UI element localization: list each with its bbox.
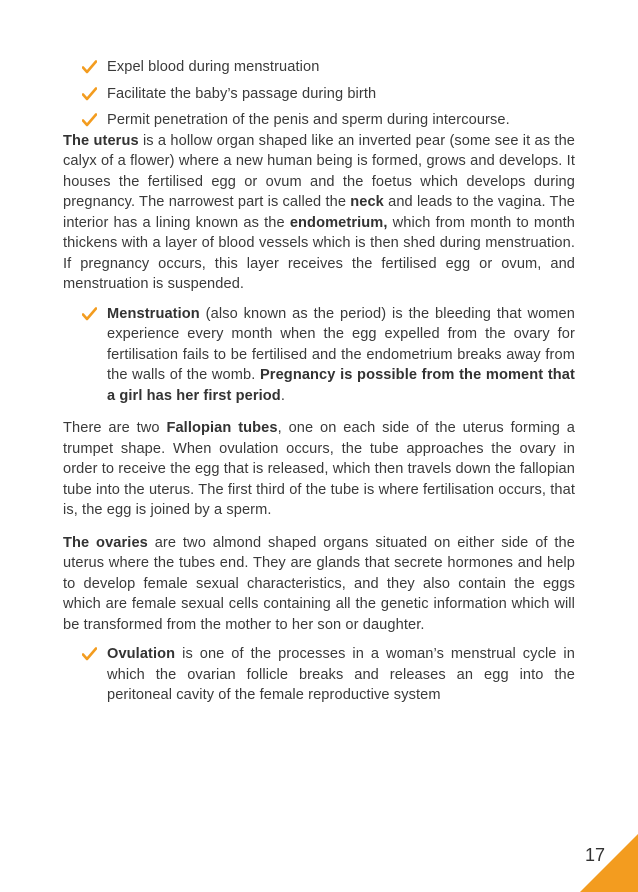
term-menstruation: Menstruation bbox=[107, 305, 200, 322]
list-item-text: Facilitate the baby’s passage during birth bbox=[107, 85, 377, 102]
uterus-paragraph bbox=[63, 131, 575, 295]
term-ovulation: Ovulation bbox=[107, 646, 176, 662]
term-fallopian-tubes: Fallopian tubes bbox=[166, 420, 278, 436]
menstruation-item bbox=[63, 304, 575, 407]
list-item bbox=[63, 110, 575, 131]
paragraph-text: , one on each side of the uterus forming a trumpet shape. When ovulation occurs, the tube approaches the ovary in order to receive the egg that is released, which then travels down the fallopian tube into the uterus. The first third of the tube is where fertilisation occurs, that is, the egg is joined by a sperm. bbox=[63, 420, 575, 518]
paragraph-text: is one of the processes in a woman’s menstrual cycle in which the ovarian follicle breaks and releases an egg into the peritoneal cavity of the female reproductive system bbox=[107, 646, 575, 703]
paragraph-text: There are two bbox=[63, 420, 167, 436]
paragraph-text: are two almond shaped organs situated on either side of the uterus where the tubes end. They are glands that secrete hormones and help to develop female sexual characteristics, and they also contain the eggs which are female sexual cells containing all the genetic information which will be transformed from the mother to her son or daughter. bbox=[63, 534, 575, 633]
ovaries-paragraph bbox=[63, 533, 575, 636]
fallopian-paragraph bbox=[63, 418, 575, 521]
checkmark-icon bbox=[82, 647, 97, 661]
paragraph-text: and leads to the vagina. The interior has a lining known as the bbox=[63, 194, 575, 231]
term-uterus: The uterus bbox=[63, 132, 139, 149]
ovulation-item bbox=[63, 644, 575, 706]
term-endometrium: endometrium, bbox=[289, 214, 388, 231]
term-neck: neck bbox=[350, 194, 384, 210]
checkmark-icon bbox=[82, 87, 97, 101]
checkmark-icon bbox=[82, 113, 97, 127]
checkmark-icon bbox=[82, 60, 97, 74]
paragraph-text: is a hollow organ shaped like an inverted pear (some see it as the calyx of a flower) where a new human being is formed, grows and develops. It houses the fertilised egg or ovum and the foetus which develops during pregnancy. The narrowest part is called the bbox=[63, 132, 575, 210]
list-item bbox=[63, 57, 575, 78]
term-ovaries: The ovaries bbox=[63, 534, 148, 551]
list-item bbox=[63, 84, 575, 105]
page-content bbox=[63, 57, 575, 706]
corner-accent bbox=[580, 834, 638, 892]
list-item-text: Expel blood during menstruation bbox=[107, 59, 320, 75]
list-item-text: Permit penetration of the penis and sperm during intercourse. bbox=[107, 112, 510, 128]
checkmark-icon bbox=[82, 307, 97, 321]
paragraph-text: which from month to month thickens with a layer of blood vessels which is then shed during menstruation. If pregnancy occurs, this layer receives the fertilised egg or ovum, and menstruation is suspended. bbox=[63, 214, 575, 292]
pregnancy-statement: Pregnancy is possible from the moment that a girl has her first period bbox=[107, 367, 575, 404]
paragraph-text: . bbox=[280, 387, 285, 404]
paragraph-text: (also known as the period) is the bleeding that women experience every month when the egg expelled from the ovary for fertilisation fails to be fertilised and the endometrium breaks away from the walls of the womb. bbox=[107, 305, 575, 383]
page-number: 17 bbox=[584, 845, 605, 865]
